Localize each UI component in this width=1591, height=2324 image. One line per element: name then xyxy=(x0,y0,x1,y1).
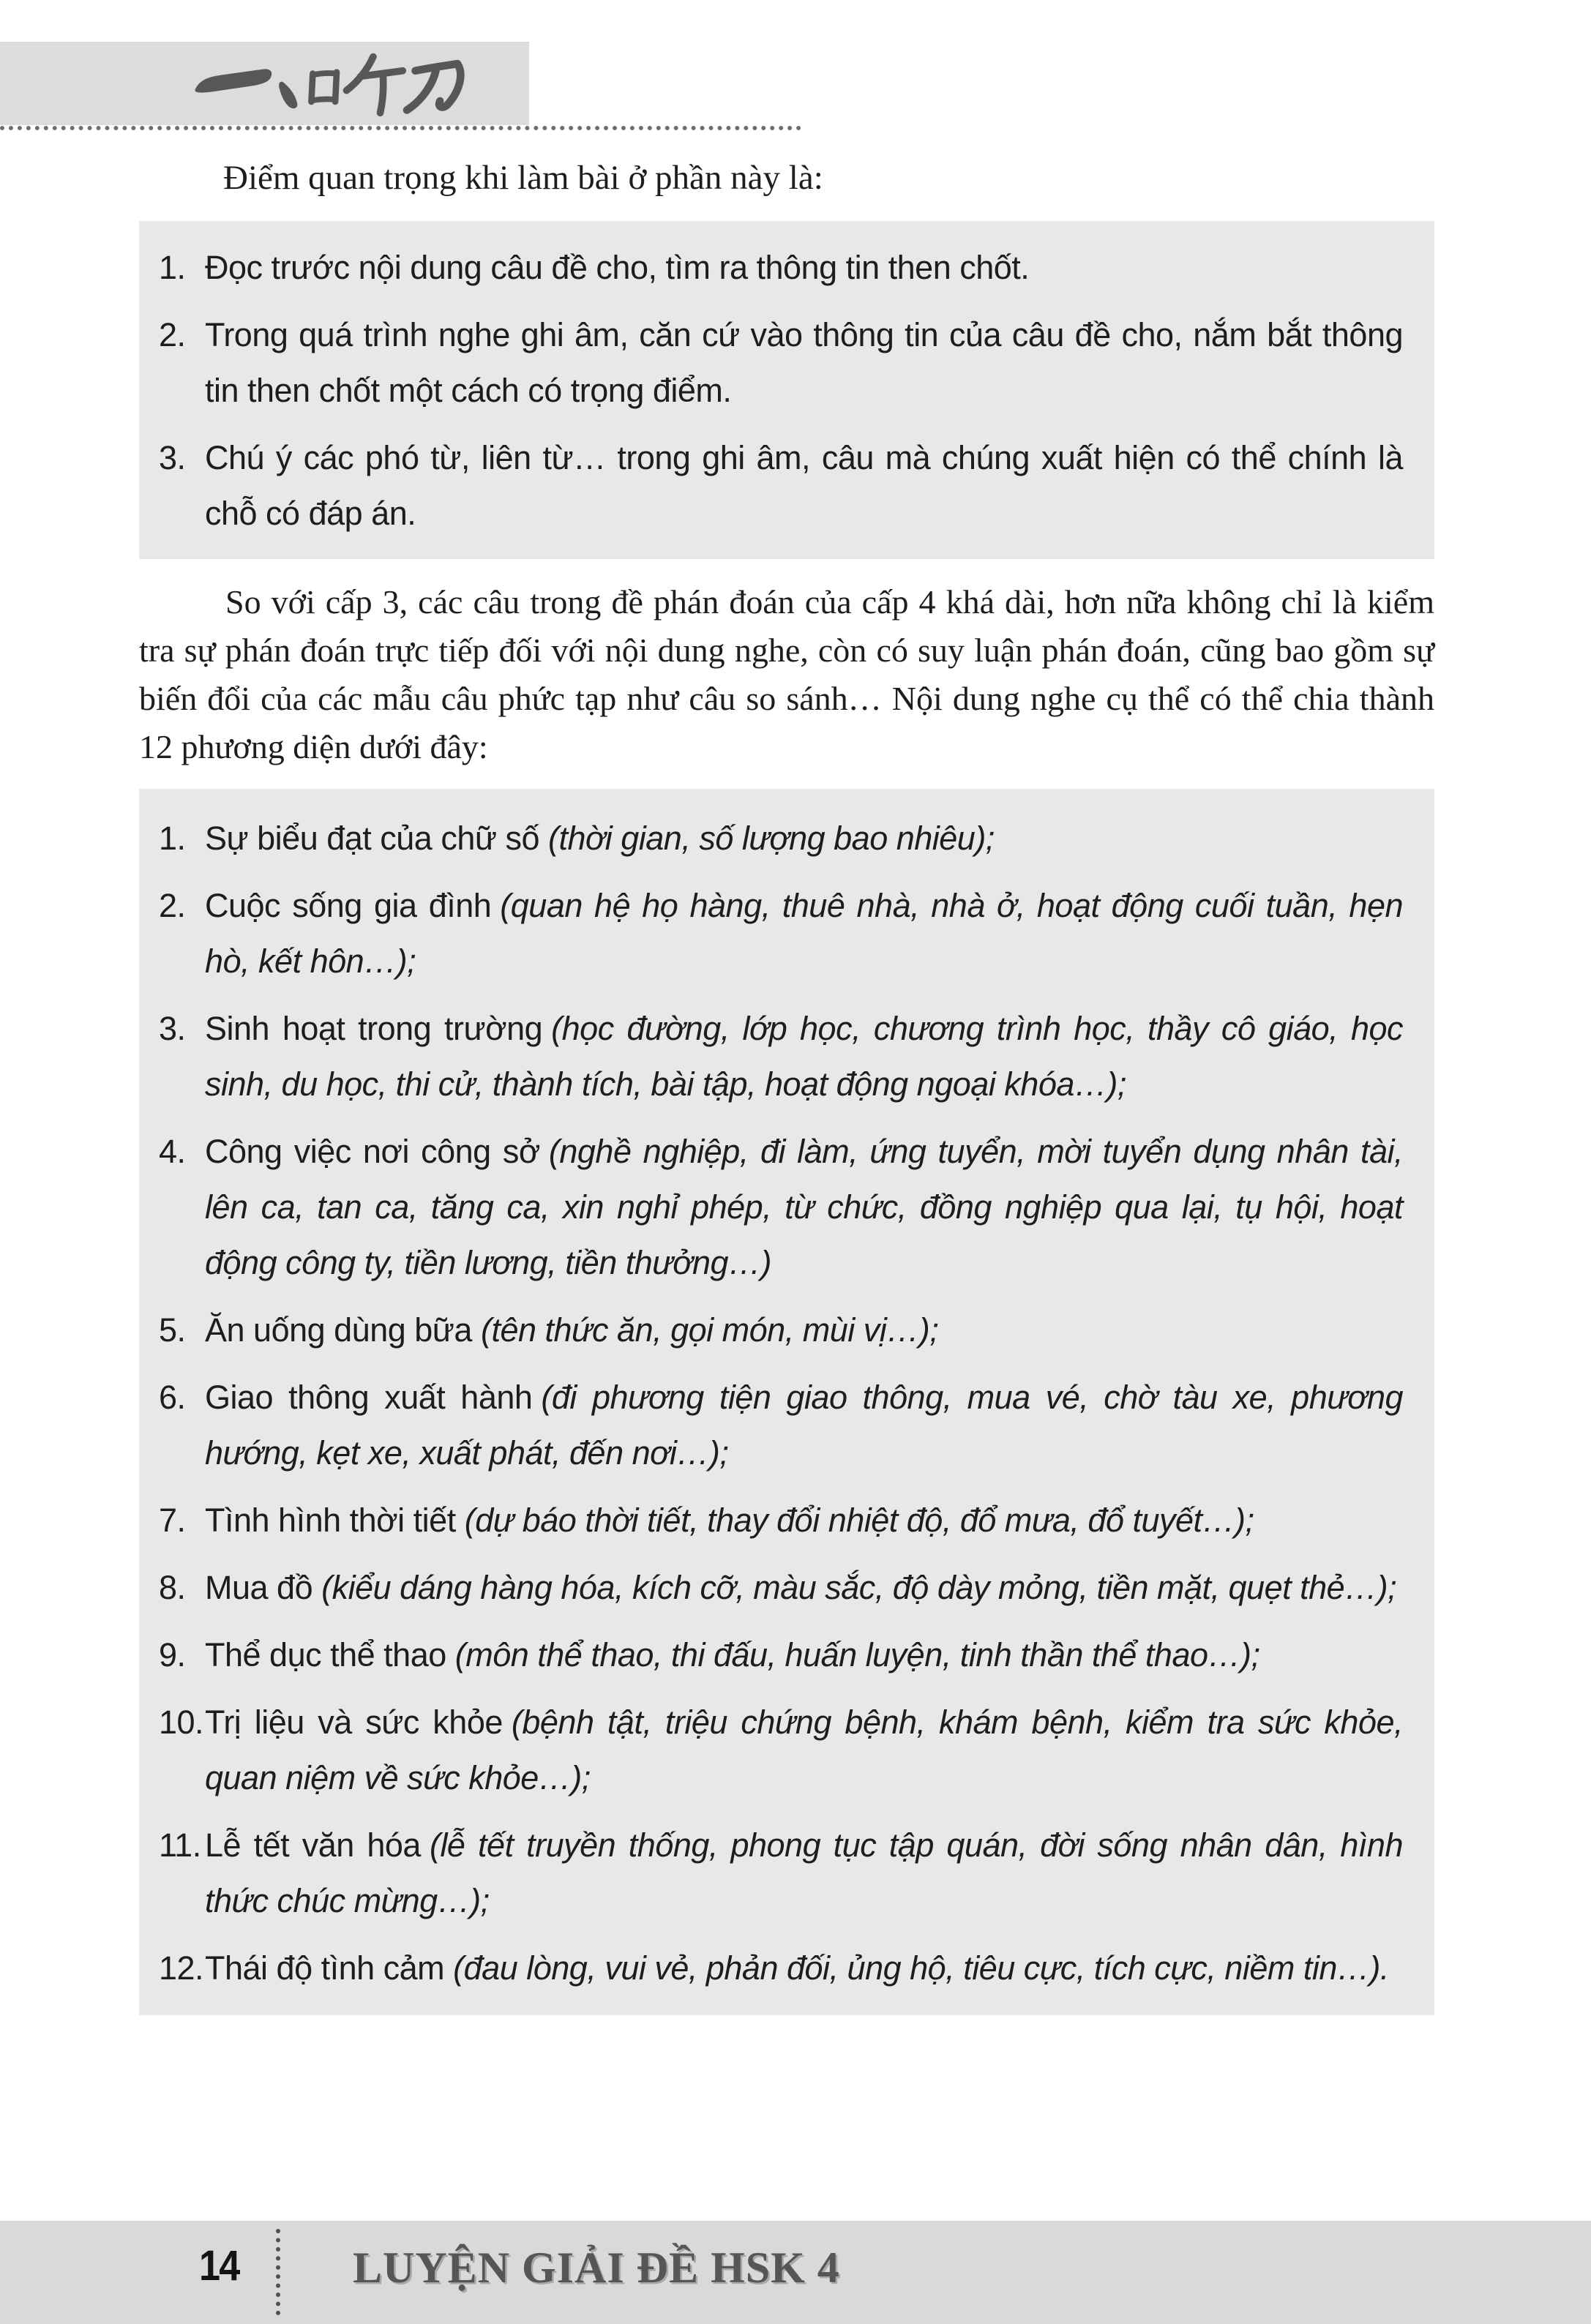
topic-detail: (nghề nghiệp, đi làm, ứng tuyển, mời tuyển dụng nhân tài, lên ca, tan ca, tăng ca, xin nghỉ phép, từ chức, đồng nghiệp qua lại, tụ hội, hoạt động công ty, tiền lương, tiền thưởng…) xyxy=(205,1133,1403,1281)
footer-band xyxy=(0,2221,1591,2324)
key-point-text: Chú ý các phó từ, liên từ… trong ghi âm, câu mà chúng xuất hiện có thể chính là chỗ có đáp án. xyxy=(205,439,1403,532)
topic-text xyxy=(205,1560,1434,1616)
key-point-text: Đọc trước nội dung câu đề cho, tìm ra thông tin then chốt. xyxy=(205,249,1030,286)
topic-detail: (thời gian, số lượng bao nhiêu); xyxy=(548,820,995,857)
topic-item xyxy=(139,1302,1434,1358)
topic-item xyxy=(139,1560,1434,1616)
topic-label: Thể dục thể thao xyxy=(205,1636,446,1673)
topic-label: Ăn uống dùng bữa xyxy=(205,1311,472,1349)
topic-detail: (dự báo thời tiết, thay đổi nhiệt độ, đổ mưa, đổ tuyết…); xyxy=(464,1502,1254,1539)
footer-dotted-separator xyxy=(276,2229,280,2315)
list-number: 2. xyxy=(159,316,186,353)
key-point-text: Trong quá trình nghe ghi âm, căn cứ vào thông tin của câu đề cho, nắm bắt thông tin then chốt một cách có trọng điểm. xyxy=(205,316,1403,409)
topic-label: Công việc nơi công sở xyxy=(205,1133,540,1170)
list-number: 1. xyxy=(159,249,186,286)
list-number: 10. xyxy=(159,1703,204,1741)
topic-detail: (quan hệ họ hàng, thuê nhà, nhà ở, hoạt động cuối tuần, hẹn hò, kết hôn…); xyxy=(205,887,1403,980)
key-point-item xyxy=(139,240,1434,296)
topic-detail: (đau lòng, vui vẻ, phản đối, ủng hộ, tiêu cực, tích cực, niềm tin…). xyxy=(453,1949,1389,1987)
topic-label: Giao thông xuất hành xyxy=(205,1379,533,1416)
topic-label: Tình hình thời tiết xyxy=(205,1502,456,1539)
topic-detail: (kiểu dáng hàng hóa, kích cỡ, màu sắc, độ dày mỏng, tiền mặt, quẹt thẻ…); xyxy=(321,1569,1397,1606)
topic-detail: (môn thể thao, thi đấu, huấn luyện, tinh thần thể thao…); xyxy=(454,1636,1260,1673)
topic-item xyxy=(139,1941,1434,1996)
topic-text xyxy=(205,1695,1434,1806)
topic-detail: (học đường, lớp học, chương trình học, thầy cô giáo, học sinh, du học, thi cử, thành tích, bài tập, hoạt động ngoại khóa…); xyxy=(205,1010,1403,1103)
topic-label: Lễ tết văn hóa xyxy=(205,1826,421,1864)
list-number: 11. xyxy=(159,1826,201,1864)
intro-paragraph: So với cấp 3, các câu trong đề phán đoán của cấp 4 khá dài, hơn nữa không chỉ là kiểm tra sự phán đoán trực tiếp đối với nội dung nghe, còn có suy luận phán đoán, cũng bao gồm sự biến đổi của các mẫu câu phức tạp như câu so sánh… Nội dung nghe cụ thể có thể chia thành 12 phương diện dưới đây: xyxy=(139,583,1434,765)
topic-item xyxy=(139,1493,1434,1548)
topic-item xyxy=(139,878,1434,989)
topic-label: Sự biểu đạt của chữ số xyxy=(205,820,540,857)
list-number: 6. xyxy=(159,1379,186,1416)
list-number: 9. xyxy=(159,1636,186,1673)
section-header-band xyxy=(0,42,529,125)
key-point-item xyxy=(139,307,1434,419)
list-number: 3. xyxy=(159,1010,186,1047)
list-number: 8. xyxy=(159,1569,186,1606)
topic-text xyxy=(205,1627,1434,1683)
topic-item xyxy=(139,1370,1434,1481)
topic-detail: (tên thức ăn, gọi món, mùi vị…); xyxy=(480,1311,939,1349)
topic-item xyxy=(139,811,1434,866)
topic-label: Mua đồ xyxy=(205,1569,313,1606)
topic-item xyxy=(139,1627,1434,1683)
topic-item xyxy=(139,1124,1434,1291)
list-number: 12. xyxy=(159,1949,204,1987)
topic-text xyxy=(205,1302,1434,1358)
topic-text xyxy=(205,1941,1434,1996)
topic-detail: (bệnh tật, triệu chứng bệnh, khám bệnh, kiểm tra sức khỏe, quan niệm về sức khỏe…); xyxy=(205,1703,1403,1796)
header-dotted-rule xyxy=(0,126,801,130)
key-point-item xyxy=(139,430,1434,541)
topic-text xyxy=(205,1370,1434,1481)
list-number: 7. xyxy=(159,1502,186,1539)
list-number: 4. xyxy=(159,1133,186,1170)
page-number: 14 xyxy=(199,2242,239,2290)
topic-text xyxy=(205,878,1434,989)
topic-detail: (đi phương tiện giao thông, mua vé, chờ tàu xe, phương hướng, kẹt xe, xuất phát, đến nơi…); xyxy=(205,1379,1403,1472)
list-number: 2. xyxy=(159,887,186,924)
topic-text xyxy=(205,811,1434,866)
book-title: LUYỆN GIẢI ĐỀ HSK 4 xyxy=(353,2244,840,2292)
list-number: 3. xyxy=(159,439,186,476)
topic-item xyxy=(139,1001,1434,1112)
topics-box xyxy=(139,789,1434,2015)
topic-label: Trị liệu và sức khỏe xyxy=(205,1703,503,1741)
topic-item xyxy=(139,1695,1434,1806)
topic-label: Cuộc sống gia đình xyxy=(205,887,492,924)
list-number: 1. xyxy=(159,820,186,857)
list-number: 5. xyxy=(159,1311,186,1349)
topic-label: Thái độ tình cảm xyxy=(205,1949,445,1987)
topic-text xyxy=(205,1001,1434,1112)
intro-line: Điểm quan trọng khi làm bài ở phần này là: xyxy=(223,159,823,197)
key-points-box xyxy=(139,221,1434,559)
topic-detail: (lễ tết truyền thống, phong tục tập quán, đời sống nhân dân, hình thức chúc mừng…); xyxy=(205,1826,1403,1919)
topic-text xyxy=(205,1124,1434,1291)
topic-label: Sinh hoạt trong trường xyxy=(205,1010,543,1047)
section-title-calligraphy-icon xyxy=(187,48,486,119)
topic-text xyxy=(205,1818,1434,1929)
topic-text xyxy=(205,1493,1434,1548)
topic-item xyxy=(139,1818,1434,1929)
page-root xyxy=(0,42,1591,2324)
